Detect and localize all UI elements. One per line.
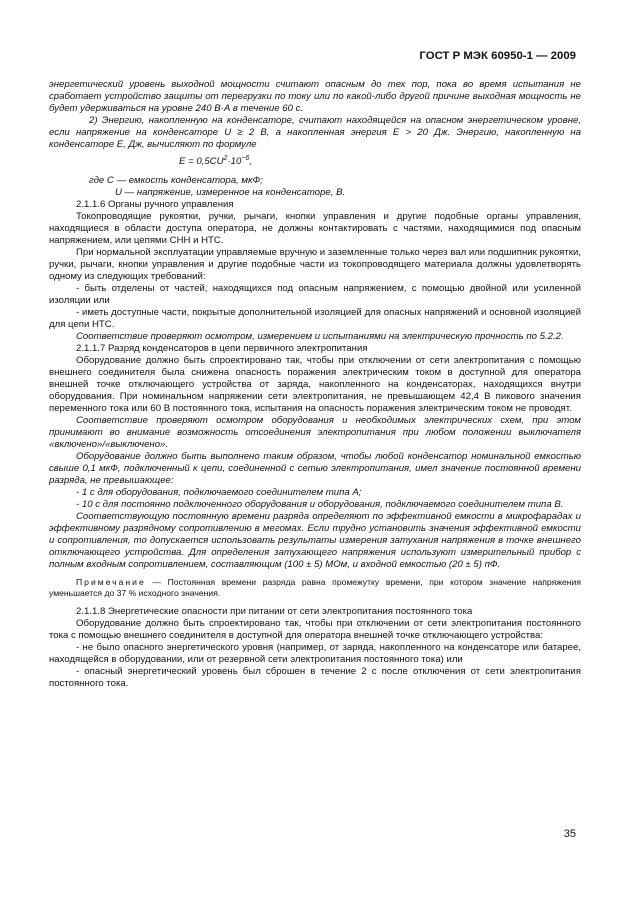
page-number: 35	[563, 828, 576, 840]
paragraph: 2) Энергию, накопленную на конденсаторе, считают находящейся на опасном энергетическом уровне, если напряжение на конденсаторе U ≥ 2 В, а накопленная энергия E > 20 Дж. Энергию, накопленную на конденсаторе E, Дж, вычисляют по формуле	[49, 115, 581, 150]
list-item: - быть отделены от частей, находящихся под опасным напряжением, с помощью двойной или усиленной изоляции или	[49, 283, 581, 306]
energy-formula: $E = 0,5CU^2\cdot 10^{-6}$,	[179, 155, 252, 167]
section-heading-2116: 2.1.1.6 Органы ручного управления	[76, 199, 234, 210]
formula-legend-c: где C — емкость конденсатора, мкФ;	[89, 175, 263, 186]
section-heading-2118: 2.1.1.8 Энергетические опасности при питании от сети электропитания постоянного тока	[76, 605, 473, 617]
note-label: Примечание	[76, 577, 146, 587]
paragraph: Соответствующую постоянную времени разряда определяют по эффективной емкости в микрофарадах и эффективному разрядному сопротивлению в мегомах. Если трудно установить значения эффективной емкости и сопротивления, то допускается использовать результаты измерения затухания напряжения в точке внешнего отключающего устройства. Для определения затухающего напряжения используют измерительный прибор с полным входным сопротивлением, составляющим (100 ± 5) МОм, и входной емкостью (20 ± 5) пФ.	[49, 511, 581, 570]
paragraph: Соответствие проверяют осмотром, измерением и испытаниями на электрическую прочность по 5.2.2.	[76, 331, 564, 342]
note-text: — Постоянная времени разряда равна промежутку времени, при котором значение напряжения уменьшается до 37 % исходного значения.	[49, 577, 581, 599]
page-header-standard: ГОСТ Р МЭК 60950-1 — 2009	[419, 50, 576, 62]
list-item: - не было опасного энергетического уровня (например, от заряда, накопленного на конденсаторе или батарее, находящейся в оборудовании, или от резервной сети электропитания постоянного тока) или	[49, 641, 581, 665]
paragraph: Соответствие проверяют осмотром оборудования и необходимых электрических схем, при этом принимают во внимание возможность отсоединения электропитания при любом положении выключателя «включено»/«выключено».	[49, 415, 581, 450]
paragraph: Оборудование должно быть спроектировано так, чтобы при отключении от сети электропитания постоянного тока с помощью внешнего соединителя в доступной для оператора внешней точке отключающего устройства:	[49, 617, 581, 641]
note	[49, 577, 581, 600]
paragraph: Токопроводящие рукоятки, ручки, рычаги, кнопки управления и другие подобные органы управления, находящиеся в области доступа оператора, не должны контактировать с частями, находящимися под опасным напряжением, или цепями СНН и НТС.	[49, 211, 581, 246]
paragraph: энергетический уровень выходной мощности считают опасным до тех пор, пока во время испытания не сработает устройство защиты от перегрузки по току или по какой-либо другой причине выходная мощность не будет удерживаться на уровне 240 В·А в течение 60 с.	[49, 79, 581, 114]
section-heading-2117: 2.1.1.7 Разряд конденсаторов в цепи первичного электропитания	[76, 343, 368, 354]
list-item: - 1 с для оборудования, подключаемого соединителем типа А;	[76, 487, 362, 498]
list-item: - иметь доступные части, покрытые дополнительной изоляцией для опасных напряжений и основной изоляцией для цепи НТС.	[49, 307, 581, 330]
formula-legend-u: U — напряжение, измеренное на конденсаторе, В.	[115, 187, 346, 198]
list-item: - опасный энергетический уровень был сброшен в течение 2 с после отключения от сети электропитания постоянного тока.	[49, 665, 581, 689]
paragraph: Оборудование должно быть выполнено таким образом, чтобы любой конденсатор номинальной емкостью свыше 0,1 мкФ, подключенный к цепи, соединенной с сетью электропитания, имел значение постоянной времени разряда, не превышающее:	[49, 451, 581, 486]
paragraph: При нормальной эксплуатации управляемые вручную и заземленные только через вал или подшипник рукоятки, ручки, рычаги, кнопки управления и другие подобные части из токопроводящего материала должны удовлетворять одному из следующих требований:	[49, 247, 581, 282]
paragraph: Оборудование должно быть спроектировано так, чтобы при отключении от сети электропитания с помощью внешнего соединителя была снижена опасность поражения электрическим током в доступной для оператора внешней точке отключающего устройства от заряда, накопленного на конденсаторах, находящихся внутри оборудования. При номинальном напряжении сети электропитания, не превышающем 42,4 В пикового значения переменного тока или 60 В постоянного тока, испытания на опасность поражения электрическим током не проводят.	[49, 355, 581, 414]
page-body	[49, 79, 581, 690]
list-item: - 10 с для постоянно подключенного оборудования и оборудования, подключаемого соединителем типа В.	[76, 499, 564, 510]
